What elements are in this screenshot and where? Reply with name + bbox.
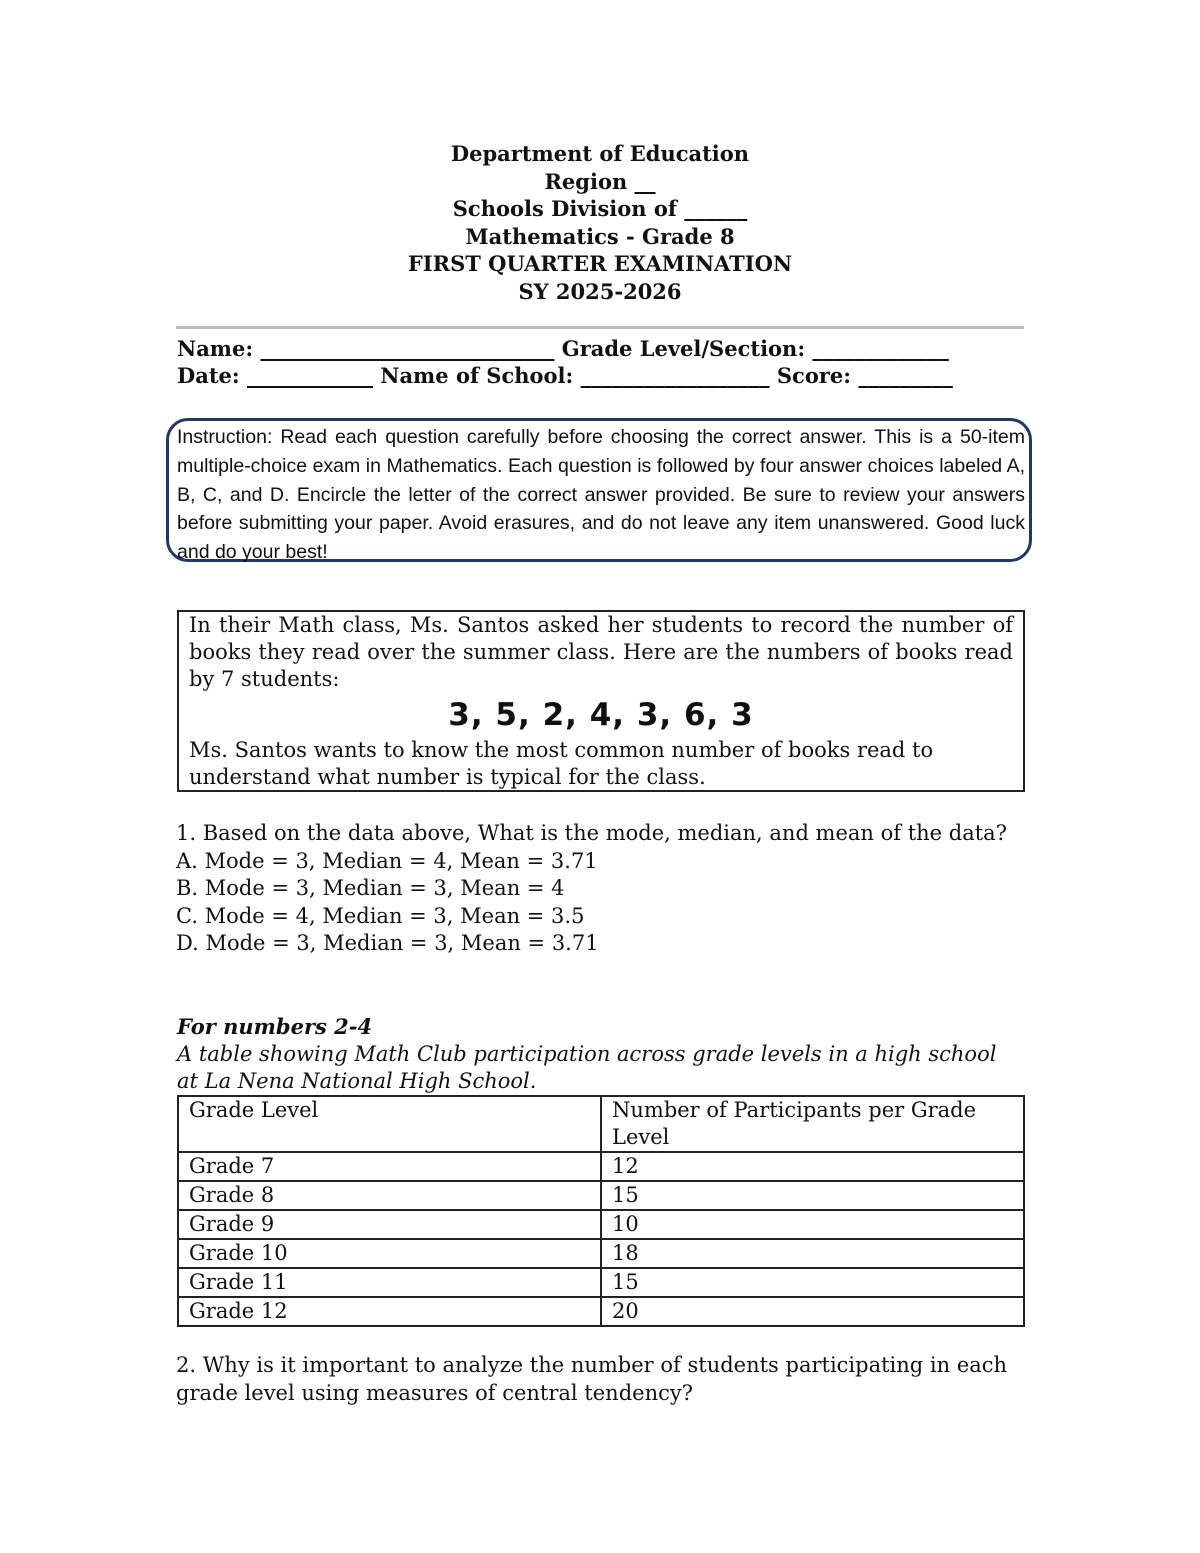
scenario-box: [177, 610, 1025, 792]
question-2-stem: 2. Why is it important to analyze the number of students participating in each grade level using measures of central tendency?: [176, 1353, 1008, 1405]
table-cell-grade: Grade 11: [178, 1268, 601, 1297]
table-row: [178, 1239, 1024, 1268]
table-cell-grade: Grade 7: [178, 1152, 601, 1181]
question-1: [176, 820, 1026, 958]
header-school-year: SY 2025-2026: [518, 278, 682, 304]
header-department: Department of Education: [450, 141, 750, 166]
table-cell-count: 15: [601, 1268, 1024, 1297]
scenario-intro: In their Math class, Ms. Santos asked her students to record the number of books they read over the summer class. Here are the numbers of books read by 7 students:: [189, 613, 1013, 691]
header-region: Region __: [544, 168, 656, 194]
table-header-row: [178, 1096, 1024, 1152]
header-divider: [176, 326, 1024, 329]
header-division: Schools Division of ______: [452, 196, 748, 221]
section-title: For numbers 2-4: [177, 1014, 373, 1039]
header-subject: Mathematics - Grade 8: [465, 223, 735, 249]
table-row: [178, 1210, 1024, 1239]
table-cell-grade: Grade 10: [178, 1239, 601, 1268]
table-row: [178, 1152, 1024, 1181]
scenario-closing: Ms. Santos wants to know the most common number of books read to understand what number is typical for the class.: [189, 738, 934, 789]
table-cell-grade: Grade 9: [178, 1210, 601, 1239]
table-row: [178, 1181, 1024, 1210]
table-cell-count: 20: [601, 1297, 1024, 1326]
table-caption: A table showing Math Club participation across grade levels in a high school at La Nena National High School.: [177, 1042, 997, 1093]
info-row-date-school-score: Date: ____________ Name of School: __________________ Score: _________: [177, 363, 953, 388]
table-cell-count: 12: [601, 1152, 1024, 1181]
question-2: [176, 1352, 1026, 1407]
table-header-participants: Number of Participants per Grade Level: [601, 1096, 1024, 1152]
table-header-grade-level: Grade Level: [178, 1096, 601, 1152]
info-row-name-section: Name: ____________________________ Grade Level/Section: _____________: [177, 336, 949, 361]
table-cell-grade: Grade 8: [178, 1181, 601, 1210]
scenario-data-values: 3, 5, 2, 4, 3, 6, 3: [448, 697, 754, 733]
question-1-choice-c[interactable]: C. Mode = 4, Median = 3, Mean = 3.5: [176, 903, 585, 928]
question-1-choice-b[interactable]: B. Mode = 3, Median = 3, Mean = 4: [176, 876, 565, 900]
participation-table: [177, 1095, 1025, 1327]
instruction-box: [166, 418, 1032, 562]
exam-header: [0, 140, 1200, 305]
header-exam-title: FIRST QUARTER EXAMINATION: [407, 251, 793, 276]
instruction-text: Instruction: Read each question carefully before choosing the correct answer. This is a 50-item multiple-choice exam in Mathematics. Each question is followed by four answer choices labeled A, B, C, and D. Encircle the letter of the correct answer provided. Be sure to review your answers before submitting your paper. Avoid erasures, and do not leave any item unanswered. Good luck and do your best!: [177, 426, 1025, 564]
question-1-choice-d[interactable]: D. Mode = 3, Median = 3, Mean = 3.71: [176, 931, 599, 955]
table-row: [178, 1268, 1024, 1297]
table-row: [178, 1297, 1024, 1326]
table-cell-grade: Grade 12: [178, 1297, 601, 1326]
table-cell-count: 10: [601, 1210, 1024, 1239]
question-1-stem: 1. Based on the data above, What is the mode, median, and mean of the data?: [176, 821, 1007, 845]
table-cell-count: 18: [601, 1239, 1024, 1268]
question-1-choice-a[interactable]: A. Mode = 3, Median = 4, Mean = 3.71: [176, 848, 598, 873]
table-cell-count: 15: [601, 1181, 1024, 1210]
